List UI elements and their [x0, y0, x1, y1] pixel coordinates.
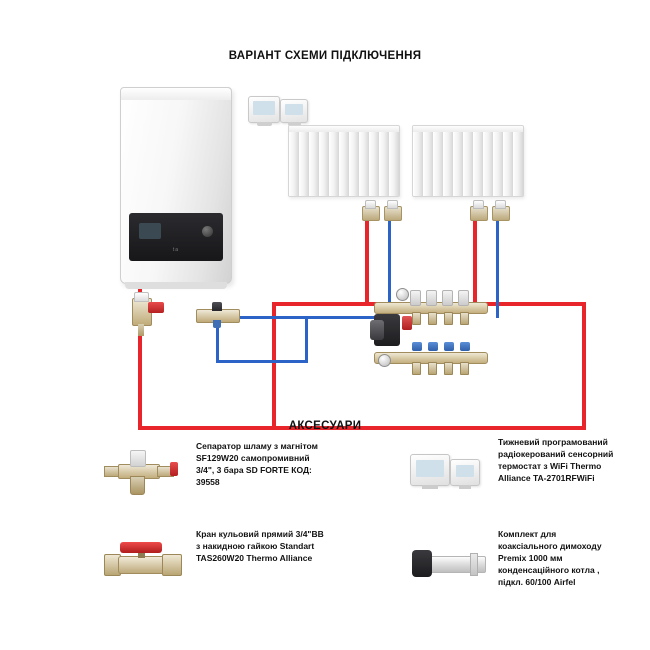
manifold-flowmeter	[458, 290, 469, 306]
boiler-top-cover	[121, 88, 231, 100]
manifold-return-outlet	[428, 362, 437, 375]
thermostat-remote	[280, 99, 308, 123]
thermostat-main	[248, 96, 280, 123]
boiler-base	[125, 282, 227, 289]
radiator-valve-cap	[365, 200, 376, 209]
boiler-control-panel	[129, 213, 223, 261]
thermostat-screen	[456, 465, 474, 477]
radiator-fin	[359, 126, 369, 196]
manifold-blue-knob	[444, 342, 454, 351]
accessory-item-flue-kit	[410, 528, 640, 588]
radiator-fin	[389, 126, 399, 196]
pipe-return-to-manifold	[305, 316, 308, 362]
accessory-label: Кран кульовий прямий 3/4"ВВ з накидною гайкою Standart TAS260W20 Thermo Alliance	[196, 529, 324, 563]
manifold-blue-knob	[412, 342, 422, 351]
thermostat-stand	[422, 485, 439, 489]
accessory-label: Тижневий програмований радіокерований сенсорний термостат з WiFi Thermo Alliance TA-2701RFWiFi	[498, 437, 614, 483]
radiator-valve-cap	[495, 200, 506, 209]
manifold-return-outlet	[444, 362, 453, 375]
manifold-outlet	[460, 312, 469, 325]
flue-elbow	[412, 550, 432, 577]
thermostat-stand	[459, 485, 471, 489]
radiator-fin	[319, 126, 329, 196]
circulation-pump	[374, 314, 400, 346]
accessory-label: Сепаратор шламу з магнітом SF129W20 самопромивний 3/4", 3 бара SD FORTE КОД: 39558	[196, 441, 318, 487]
radiator-valve-group-right	[470, 200, 510, 226]
valve-body	[118, 556, 166, 574]
thermostat-receiver	[450, 459, 480, 486]
connection-scheme	[0, 70, 650, 410]
radiator-fin	[493, 126, 503, 196]
manifold-flowmeter	[410, 290, 421, 306]
accessory-label: Комплект для коаксіального димоходу Premix 1000 мм конденсаційного котла , підкл. 60/100 Airfel	[498, 529, 602, 587]
separator-stem	[138, 324, 144, 336]
radiator-fin	[289, 126, 299, 196]
valve-handle	[120, 542, 162, 553]
radiator-fin	[503, 126, 513, 196]
thermostat-stand	[257, 122, 272, 126]
boiler-logo: ta	[172, 247, 180, 253]
radiator-fin	[463, 126, 473, 196]
separator-red-valve	[148, 302, 164, 313]
radiator-fin	[299, 126, 309, 196]
pipe-return-horizontal-2	[216, 360, 308, 363]
manifold-return-outlet	[460, 362, 469, 375]
manifold-outlet	[428, 312, 437, 325]
thermostat-main	[410, 454, 450, 486]
radiator-fin	[413, 126, 423, 196]
radiator-left	[288, 125, 400, 197]
circulation-valve-unit	[196, 302, 238, 328]
accessory-item-separator	[100, 440, 330, 488]
manifold-pressure-gauge-icon	[378, 354, 391, 367]
radiator-fin	[433, 126, 443, 196]
thermostat-screen	[253, 101, 275, 115]
manifold-pressure-gauge-icon	[396, 288, 409, 301]
thermostat-screen	[285, 104, 303, 115]
radiator-fin	[369, 126, 379, 196]
coaxial-flue-kit-icon	[410, 542, 486, 588]
sludge-separator-icon	[100, 446, 186, 498]
pipe-supply-left-riser	[272, 302, 276, 428]
boiler-display	[139, 223, 161, 239]
radiator-valve-group-left	[362, 200, 402, 226]
radiator-fin	[483, 126, 493, 196]
radiator-fin	[379, 126, 389, 196]
radiator-fin	[473, 126, 483, 196]
boiler-knob-icon	[202, 226, 213, 237]
accessory-item-ball-valve	[100, 528, 330, 564]
radiator-valve-cap	[473, 200, 484, 209]
radiator-fin	[349, 126, 359, 196]
manifold-flowmeter	[442, 290, 453, 306]
sludge-separator-device	[128, 292, 168, 336]
radiator-fin	[339, 126, 349, 196]
valve-unit-blue-port	[213, 320, 221, 328]
manifold-red-valve	[402, 316, 412, 330]
room-thermostat-pair	[248, 92, 310, 128]
radiator-fin	[423, 126, 433, 196]
radiator-right	[412, 125, 524, 197]
pipe-supply-lower-left	[138, 328, 142, 428]
pump-motor-head	[370, 320, 384, 340]
separator-red-valve	[170, 462, 178, 476]
accessories-title: АКСЕСУАРИ	[288, 420, 362, 432]
flue-end-ring	[470, 553, 478, 576]
radiator-fin	[443, 126, 453, 196]
accessory-item-thermostat	[410, 436, 640, 484]
separator-magnet-bowl	[130, 476, 145, 495]
pipe-supply-right-riser	[582, 302, 586, 430]
manifold-outlet	[412, 312, 421, 325]
radiator-fin	[329, 126, 339, 196]
radiator-top-rail	[413, 126, 523, 132]
manifold-outlet	[444, 312, 453, 325]
electric-boiler	[120, 87, 232, 284]
ball-valve-icon	[100, 536, 186, 588]
radiator-valve-cap	[387, 200, 398, 209]
radiator-top-rail	[289, 126, 399, 132]
manifold-flowmeter	[426, 290, 437, 306]
radiator-fin	[453, 126, 463, 196]
valve-union-nut	[162, 554, 182, 576]
thermostat-screen	[416, 460, 444, 477]
separator-air-vent	[130, 450, 146, 467]
separator-cap	[134, 292, 149, 302]
manifold-blue-knob	[460, 342, 470, 351]
radiator-fin	[513, 126, 523, 196]
page-title: ВАРІАНТ СХЕМИ ПІДКЛЮЧЕННЯ	[228, 50, 422, 62]
manifold-return-outlet	[412, 362, 421, 375]
wifi-thermostat-icon	[410, 448, 480, 498]
manifold-blue-knob	[428, 342, 438, 351]
radiator-fin	[309, 126, 319, 196]
valve-unit-knob-icon	[212, 302, 222, 311]
heating-manifold	[370, 280, 490, 380]
